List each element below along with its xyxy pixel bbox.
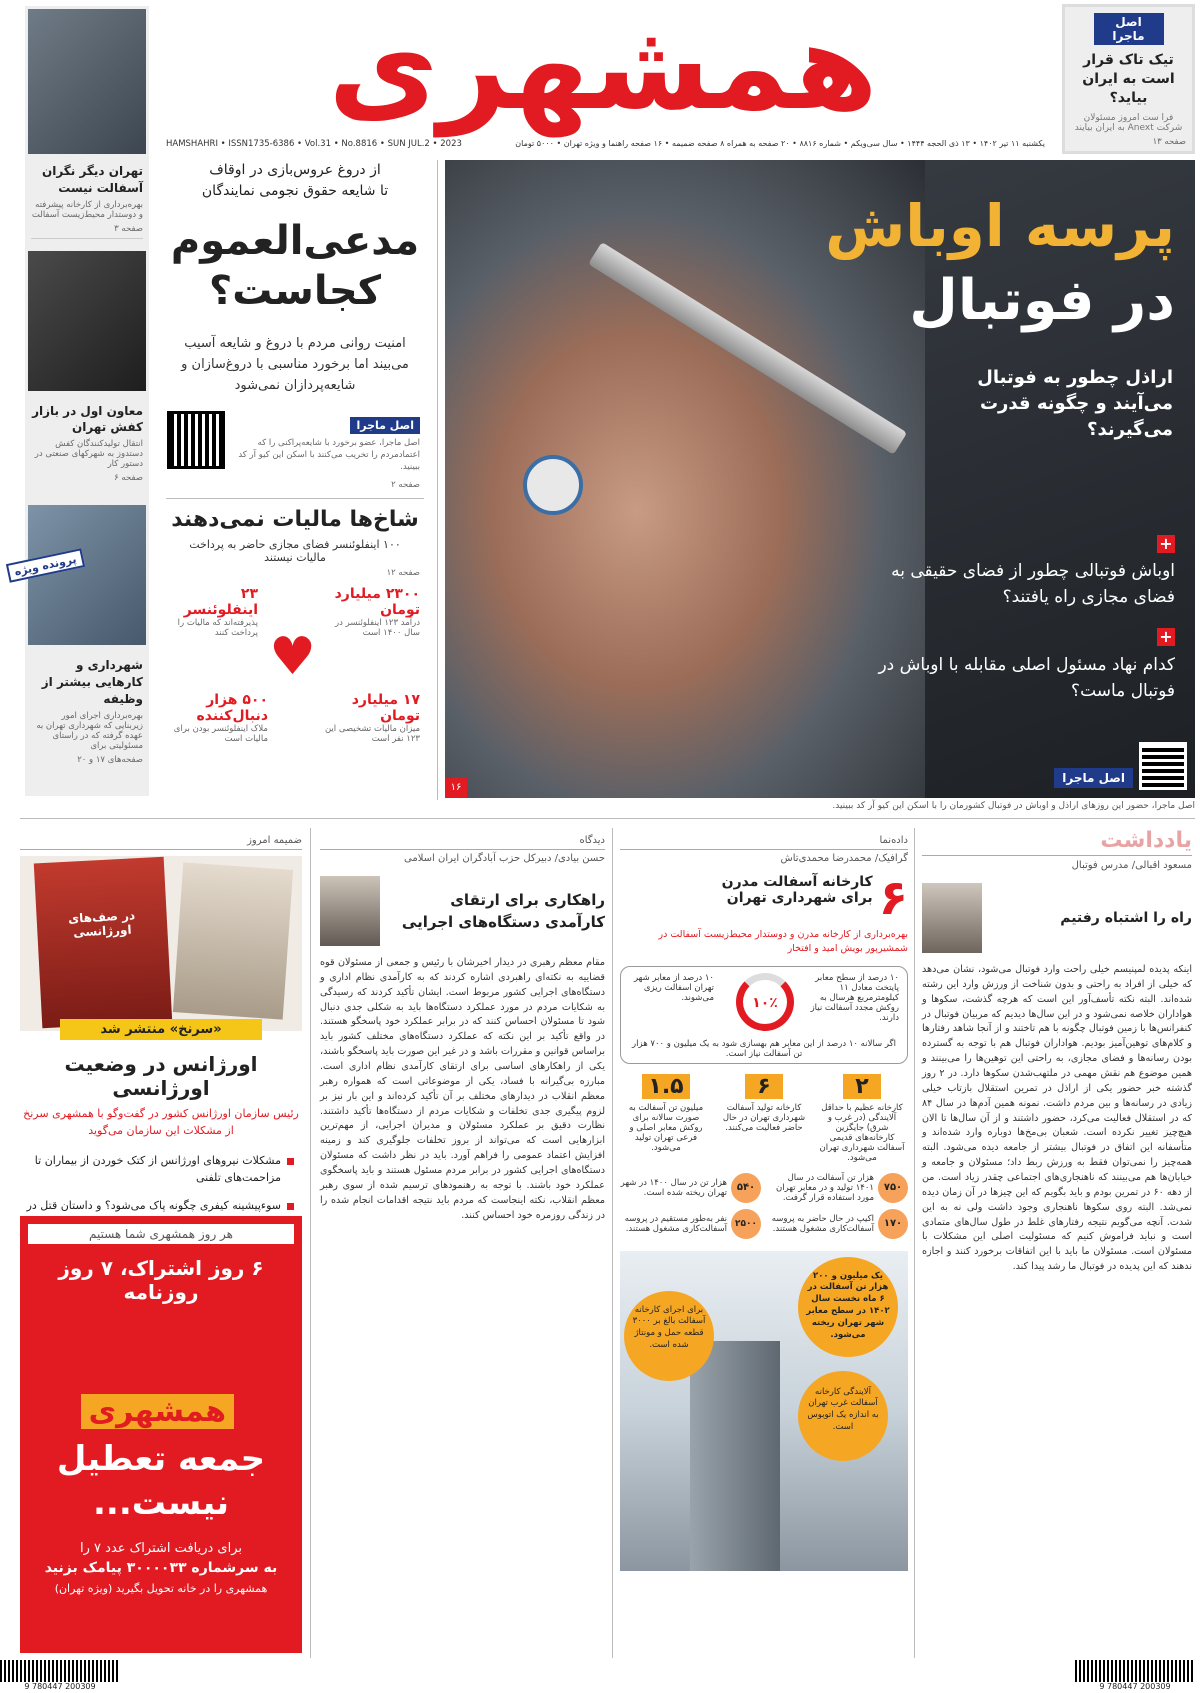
barcode-right	[1075, 1660, 1195, 1690]
col-editorial	[922, 828, 1192, 1658]
sidebar-item-page: صفحه ۶	[114, 473, 143, 484]
middle-page: صفحه ۲	[391, 480, 420, 491]
masthead-logo: همشهری	[328, 0, 878, 137]
editorial-title[interactable]: راه را اشتباه رفتیم	[1060, 910, 1192, 926]
plant-tower	[690, 1341, 780, 1571]
barcode-right-number: 9 780447 200309	[1075, 1682, 1195, 1691]
main-headline-2: در فوتبال	[909, 268, 1175, 333]
author-line: حسن بیادی/ دبیرکل حزب آبادگران ایران اسلامی	[404, 853, 605, 864]
tax-stat-num: ۲۳ اینفلوئنسر	[183, 586, 258, 619]
top-promo[interactable]	[1062, 4, 1195, 154]
graphic-lead: بهره‌برداری از کارخانه مدرن و دوستدار محیط‌زیست آسفالت در شمشیرپور بویش امید و افتخار	[658, 929, 908, 954]
tax-lead: ۱۰۰ اینفلوئنسر فضای مجازی حاضر به پرداخت مالیات نیستند	[189, 538, 401, 565]
sidebar-photo-1	[28, 9, 146, 154]
sidebar-item-text: انتقال تولیدکنندگان کفش دستدوز به شهرکهای صنعتی در دستور کار	[34, 439, 143, 470]
barcode-left-number: 9 780447 200309	[0, 1682, 120, 1691]
sidebar-photo-3	[28, 505, 146, 645]
graphic-row-num: ۵۴۰	[731, 1173, 761, 1203]
sidebar-item-title[interactable]: شهرداری و کارهایی بیشتر از وظیفه	[41, 658, 143, 706]
main-headline-1: پرسه اوباش	[825, 192, 1175, 260]
percent-value: ۱۰٪	[752, 994, 778, 1011]
tax-headline[interactable]: شاخ‌ها مالیات نمی‌دهند	[171, 507, 419, 533]
opinion-title[interactable]: راهکاری برای ارتقای کارآمدی دستگاه‌های اجرایی	[401, 890, 605, 931]
col-opinion	[320, 828, 605, 1658]
bubble: آلایندگی کارخانه آسفالت غرب تهران به اندازه یک اتوبوس است.	[798, 1371, 888, 1461]
supplement-bullet: مشکلات نیروهای اورژانس از کتک خوردن از بیماران تا مزاحمت‌های تلفنی	[34, 1154, 281, 1184]
sidebar-item-text: بهره‌برداری اجرای امور زیربنایی که شهرداری تهران به عهده گرفته که در راستای مسئولیتی برای	[36, 710, 143, 751]
avatar	[922, 883, 982, 953]
tax-stat-text: میزان مالیات تشخیصی این ۱۲۳ نفر است	[324, 724, 420, 745]
promo-page: صفحه ۱۳	[1152, 136, 1186, 147]
cover-front	[34, 857, 172, 1029]
dateline-right: یکشنبه ۱۱ تیر ۱۴۰۲ • ۱۳ ذی الحجه ۱۴۴۴ • سال سی‌ویکم • شماره ۸۸۱۶ • ۲۰ صفحه به همراه ۸ صفحه ضمیمه • ۱۶ صفحه راهنما و ویژه تهران • ۵۰۰۰ تومان	[515, 139, 1045, 148]
section-label: یادداشت	[1100, 828, 1192, 853]
graphic-title-2: برای شهرداری تهران	[726, 890, 873, 906]
supplement-bullet: سوءپیشینه کیفری چگونه پاک می‌شود؟ و داستان قتل در	[26, 1199, 281, 1212]
avatar	[320, 876, 380, 946]
main-page: ۱۶	[445, 778, 467, 798]
main-subhead: اراذل چطور به فوتبال می‌آیند و چگونه قدرت می‌گیرند؟	[977, 367, 1173, 441]
percent-box	[620, 966, 908, 1064]
ad-text-2: به سرشماره ۳۰۰۰۰۳۳ پیامک بزنید	[44, 1560, 278, 1577]
sidebar-photo-2	[28, 251, 146, 391]
cover-title: در صف‌های اورژانسی	[67, 908, 136, 940]
graphic-row-text: هزار تن در سال ۱۴۰۰ در شهر تهران ریخته شده است.	[620, 1177, 727, 1198]
bullet-icon	[287, 1158, 294, 1165]
football-tattoo-icon	[523, 455, 583, 515]
graphic-title-1[interactable]: کارخانه آسفالت مدرن	[721, 874, 873, 890]
opinion-text: مقام معظم رهبری در دیدار اخیرشان با رئیس و جمعی از مسئولان قوه قضاییه به نکته‌ای راهبردی اشاره کردند که به کارآمدی نظام اداری و دستگاه‌های اجرایی کشور مربوط است. ایشان تأکید کردند که رسیدگی به شکایات مردم در مورد عملکرد دستگاه‌ها باید به شکلی جدی دنبال شود تا مسئولان احساس کنند که در برابر عملکرد خود پاسخگو هستند. در واقع تأکید بر این نکته که عملکرد دستگاه‌های مختلف کشور باید براساس قوانین و مقررات باشد و در غیر این صورت باید پاسخگو باشند، یکی از راهکارهای اساسی برای ارتقای کارآمدی نظام اداری است. مبارزه بی‌گیرانه با فساد، یکی از موضوعاتی است که همواره رهبر معظم انقلاب در دیدارهای مختلف بر آن تأکید کرده‌اند و این بار نیز بر لزوم پیگیری جدی تخلفات و شکایات مردم از دستگاه‌ها تأکید داشتند. نظارت دقیق بر عملکرد مسئولان و مدیران اجرایی، از مهم‌ترین ابزارهایی است که می‌تواند از بروز تخلفات جلوگیری کند و زمینه افزایش اعتماد عمومی را فراهم آورد. باید در نظر داشت که مسئولان دستگاه‌های اجرایی کشور در برابر مردم مسئول هستند و باید پاسخگوی عملکرد خود باشند. با توجه به رهنمودهای ترسیم شده از سوی رهبر معظم انقلاب، نکته اینجاست که مردم باید نتیجه اقدامات انجام شده را در زندگی روزمره خود احساس کنند.	[320, 957, 605, 1221]
pct-left: ۱۰ درصد از معابر شهر تهران اسفالت ریزی می‌شوند.	[633, 972, 714, 1003]
supplement-headline[interactable]: اورژانس در وضعیت اورژانسی	[64, 1052, 258, 1100]
ad-big: جمعه تعطیل نیست...	[56, 1439, 266, 1524]
supplement-lead: رئیس سازمان اورژانس کشور در گفت‌وگو با همشهری سرنخ از مشکلات این سازمان می‌گوید	[23, 1107, 299, 1137]
sidebar-item-page: صفحه ۳	[31, 224, 143, 239]
percent-ring	[736, 973, 794, 1031]
bullet-icon	[287, 1203, 294, 1210]
section-label: دیدگاه	[579, 835, 605, 846]
sidebar-item-title[interactable]: معاون اول در بازار کفش تهران	[32, 403, 143, 435]
editorial-text: اینکه پدیده لمپنیسم خیلی راحت وارد فوتبال می‌شود، نشان می‌دهد که خیلی از افراد به راحتی و بدون شناخت از ورزش وارد این رشته شده‌اند. البته نکته تأسف‌آور این است که هرچه گذشت، سکوها و هواداران خلاصه نمی‌شود و در این سال‌ها دیدیم که مربیان فوتبال در کنفرانس‌ها با زمین فوتبال چگونه با هم تاختند و از آنجا شاهد رفتارها و کلام‌های توهین‌آمیز بودیم. هواداران فوتبال هم با توجه به گسترده بودن رسانه‌ها و فضای مجازی، به راحتی این توهین‌ها را می‌بینند و همین موضوع هم نقش مهمی در ملتهب‌شدن سکوها دارد. در ۲ روز گذشته خبر حضور یکی از اراذل در تمرین استقلال بازتاب خیلی زیادی در رسانه‌ها و بین مردم داشت. نمونه همین آدم‌ها در سال ۸۴ که در استقلال فعالیت می‌کرد، حضور داشتند و از آن سال‌ها تا الان هیچ‌چیز تغییر نکرده است. شعبان بی‌مخ‌ها دوباره وارد شده‌اند و متأسفانه این اتفاق در فوتبال بیشتر از جامعه دیده می‌شود. البته همه‌چیز را نمی‌توان فقط به ورزش ربط داد؛ مسئولان و جامعه و خیابان‌ها هم می‌بینند که ناهنجاری‌های اجتماعی چقدر زیاد است. من از دهه ۶۰ در تمرین بودم و باید بگویم که این چیزها در آن زمان دیده نمی‌شد. البته روی سکوها ناهنجاری وجود داشت ولی نه به این شدت. آنچه می‌گویم نتیجه رفتارهای غلط در طول سال‌های متمادی است و نباید فراموش کنیم که مسئولیت اصلی این مشکلات با مسئولان است. مسئولان ما باید با این اتفاقات برخورد کنند و اجازه ندهند که این پدیده در فوتبال ما رشد پیدا کند.	[922, 964, 1192, 1273]
middle-badge: اصل ماجرا	[350, 417, 420, 434]
tax-stat-text: پذیرفته‌اند که مالیات را پرداخت کنند	[177, 618, 258, 639]
col-graphic	[620, 828, 908, 1658]
ad-text-1: برای دریافت اشتراک عدد ۷ را	[80, 1541, 242, 1557]
supplement-cover[interactable]	[20, 856, 302, 1031]
section-label: ضمیمه امروز	[247, 835, 302, 846]
middle-column	[160, 160, 430, 800]
tax-stat-text: درآمد ۱۲۳ اینفلوئنسر در سال ۱۴۰۰ است	[335, 618, 420, 639]
main-caption: اصل ماجرا، حضور این روزهای اراذل و اوباش در فوتبال کشورمان را با اسکن این کیو آر کد ببینید.	[832, 801, 1195, 811]
barcode-left	[0, 1660, 120, 1690]
supplement-tag: «سرنخ» منتشر شد	[60, 1019, 262, 1040]
ad-headline: ۶ روز اشتراک، ۷ روز روزنامه	[58, 1256, 264, 1304]
author-line: گرافیک/ محمدرضا محمدی‌تاش	[780, 853, 908, 864]
plant-image	[620, 1251, 908, 1571]
kicker-1: از دروغ عروس‌بازی در اوقاف	[209, 162, 381, 178]
graphic-row-num: ۷۵۰	[878, 1173, 908, 1203]
dateline-left: HAMSHAHRI • ISSN1735-6386 • Vol.31 • No.8816 • SUN JUL.2 • 2023	[166, 139, 462, 149]
section-label: داده‌نما	[879, 835, 908, 846]
qr-code[interactable]	[1139, 742, 1187, 790]
graphic-row-num: ۲۵۰۰	[731, 1209, 761, 1239]
sidebar-item-page: صفحه‌های ۱۷ و ۲۰	[77, 754, 143, 765]
bubble: یک میلیون و ۲۰۰ هزار تن آسفالت در ۶ ماه نخست سال ۱۴۰۲ در سطح معابر شهر تهران ریخته می‌شود.	[798, 1257, 898, 1357]
promo-text: فرا ست امروز مسئولان شرکت Anext به ایران بیایند	[1074, 112, 1183, 133]
main-point-2: کدام نهاد مسئول اصلی مقابله با اوباش در فوتبال ماست؟	[878, 655, 1175, 702]
kicker-2: تا شایعه حقوق نجومی نمایندگان	[201, 183, 389, 199]
ad-top: هر روز همشهری شما هستیم	[28, 1224, 294, 1244]
promo-badge: اصل ماجرا	[1094, 13, 1164, 45]
graphic-row-num: ۱۷۰	[878, 1209, 908, 1239]
main-point-1: اوباش فوتبالی چطور از فضای حقیقی به فضای مجازی راه یافتند؟	[891, 561, 1175, 608]
tax-stat-num: ۱۷ میلیارد تومان	[351, 692, 420, 725]
ad-text-3: همشهری را در خانه تحویل بگیرید (ویژه تهران)	[54, 1582, 268, 1596]
sidebar-item-text: بهره‌برداری از کارخانه پیشرفته و دوستدار محیط‌زیست آسفالت	[31, 199, 143, 220]
graphic-stat-num: ۱.۵	[642, 1074, 690, 1099]
tax-page: صفحه ۱۲	[386, 568, 420, 579]
graphic-stat-text: کارخانه تولید آسفالت شهرداری تهران در حال حاضر فعالیت می‌کنند.	[722, 1102, 806, 1133]
graphic-row-text: اکیپ در حال حاضر به پروسه آسفالت‌کاری مشغول هستند.	[771, 1213, 874, 1234]
graphic-stat-text: میلیون تن آسفالت به صورت سالانه برای روکش معابر اصلی و فرعی تهران تولید می‌شود.	[628, 1102, 704, 1153]
headline[interactable]: مدعی‌العموم کجاست؟	[170, 218, 420, 314]
graphic-title-num: ۶	[878, 870, 908, 926]
tax-stat-num: ۲۳۰۰ میلیارد تومان	[334, 586, 420, 619]
masthead	[160, 0, 1046, 137]
heart-hands-icon: ♥	[269, 627, 316, 688]
middle-badge-text: اصل ماجرا، عضو برخورد با شایعه‌پراکنی را که اعتمادمردم را تخریب می‌کنند با اسکن این کیو آر کد ببینید.	[238, 438, 420, 473]
plus-icon: +	[1157, 535, 1175, 553]
special-stamp: پرونده ویژه	[6, 548, 85, 583]
subscription-ad[interactable]	[20, 1216, 302, 1653]
tax-stat-num: ۵۰۰ هزار دنبال‌کننده	[196, 692, 268, 725]
author-line: مسعود اقبالی/ مدرس فوتبال	[1071, 860, 1192, 871]
tax-stat-text: ملاک اینفلوئنسر بودن برای مالیات است	[173, 724, 268, 745]
graphic-row-text: نفر به‌طور مستقیم در پروسه آسفالت‌کاری مشغول هستند.	[624, 1213, 727, 1234]
graphic-stat-num: ۲	[843, 1074, 881, 1099]
tax-infographic	[160, 582, 430, 752]
main-story[interactable]	[445, 160, 1195, 798]
col-supplement	[20, 828, 302, 1658]
pct-right: ۱۰ درصد از سطح معابر پایتخت معادل ۱۱ کیلومترمربع هرسال به روکش مجدد آسفالت نیاز دارند.	[810, 972, 899, 1023]
graphic-stat-text: کارخانه عظیم با حداقل آلایندگی (در غرب و شرق) جایگزین کارخانه‌های قدیمی آسفالت شهرداری تهران می‌شود.	[819, 1102, 905, 1163]
bubble: برای اجرای کارخانه آسفالت بالغ بر ۳۰۰۰ قطعه حمل و مونتاژ شده است.	[624, 1291, 714, 1381]
main-badge: اصل ماجرا	[1054, 768, 1133, 788]
sidebar	[13, 6, 149, 796]
promo-title: تیک تاک قرار است به ایران بیاید؟	[1082, 52, 1175, 106]
ad-logo: همشهری	[81, 1394, 234, 1429]
qr-code[interactable]	[170, 414, 222, 466]
sidebar-item-title[interactable]: تهران دیگر نگران آسفالت نیست	[41, 164, 143, 195]
pct-bottom: اگر سالانه ۱۰ درصد از این معابر هم بهسازی شود به یک میلیون و ۷۰۰ هزار تن آسفالت نیاز است.	[632, 1038, 896, 1059]
graphic-stat-num: ۶	[745, 1074, 783, 1099]
lead: امنیت روانی مردم با دروغ و شایعه آسیب می‌بیند اما برخورد مناسبی با دروغ‌سازان و شایعه‌پردازان نمی‌شود	[181, 336, 409, 393]
graphic-row-text: هزار تن آسفالت در سال ۱۴۰۱ تولید و در معابر تهران مورد استفاده قرار گرفت.	[775, 1172, 874, 1203]
plus-icon: +	[1157, 628, 1175, 646]
cover-back	[173, 862, 293, 1019]
